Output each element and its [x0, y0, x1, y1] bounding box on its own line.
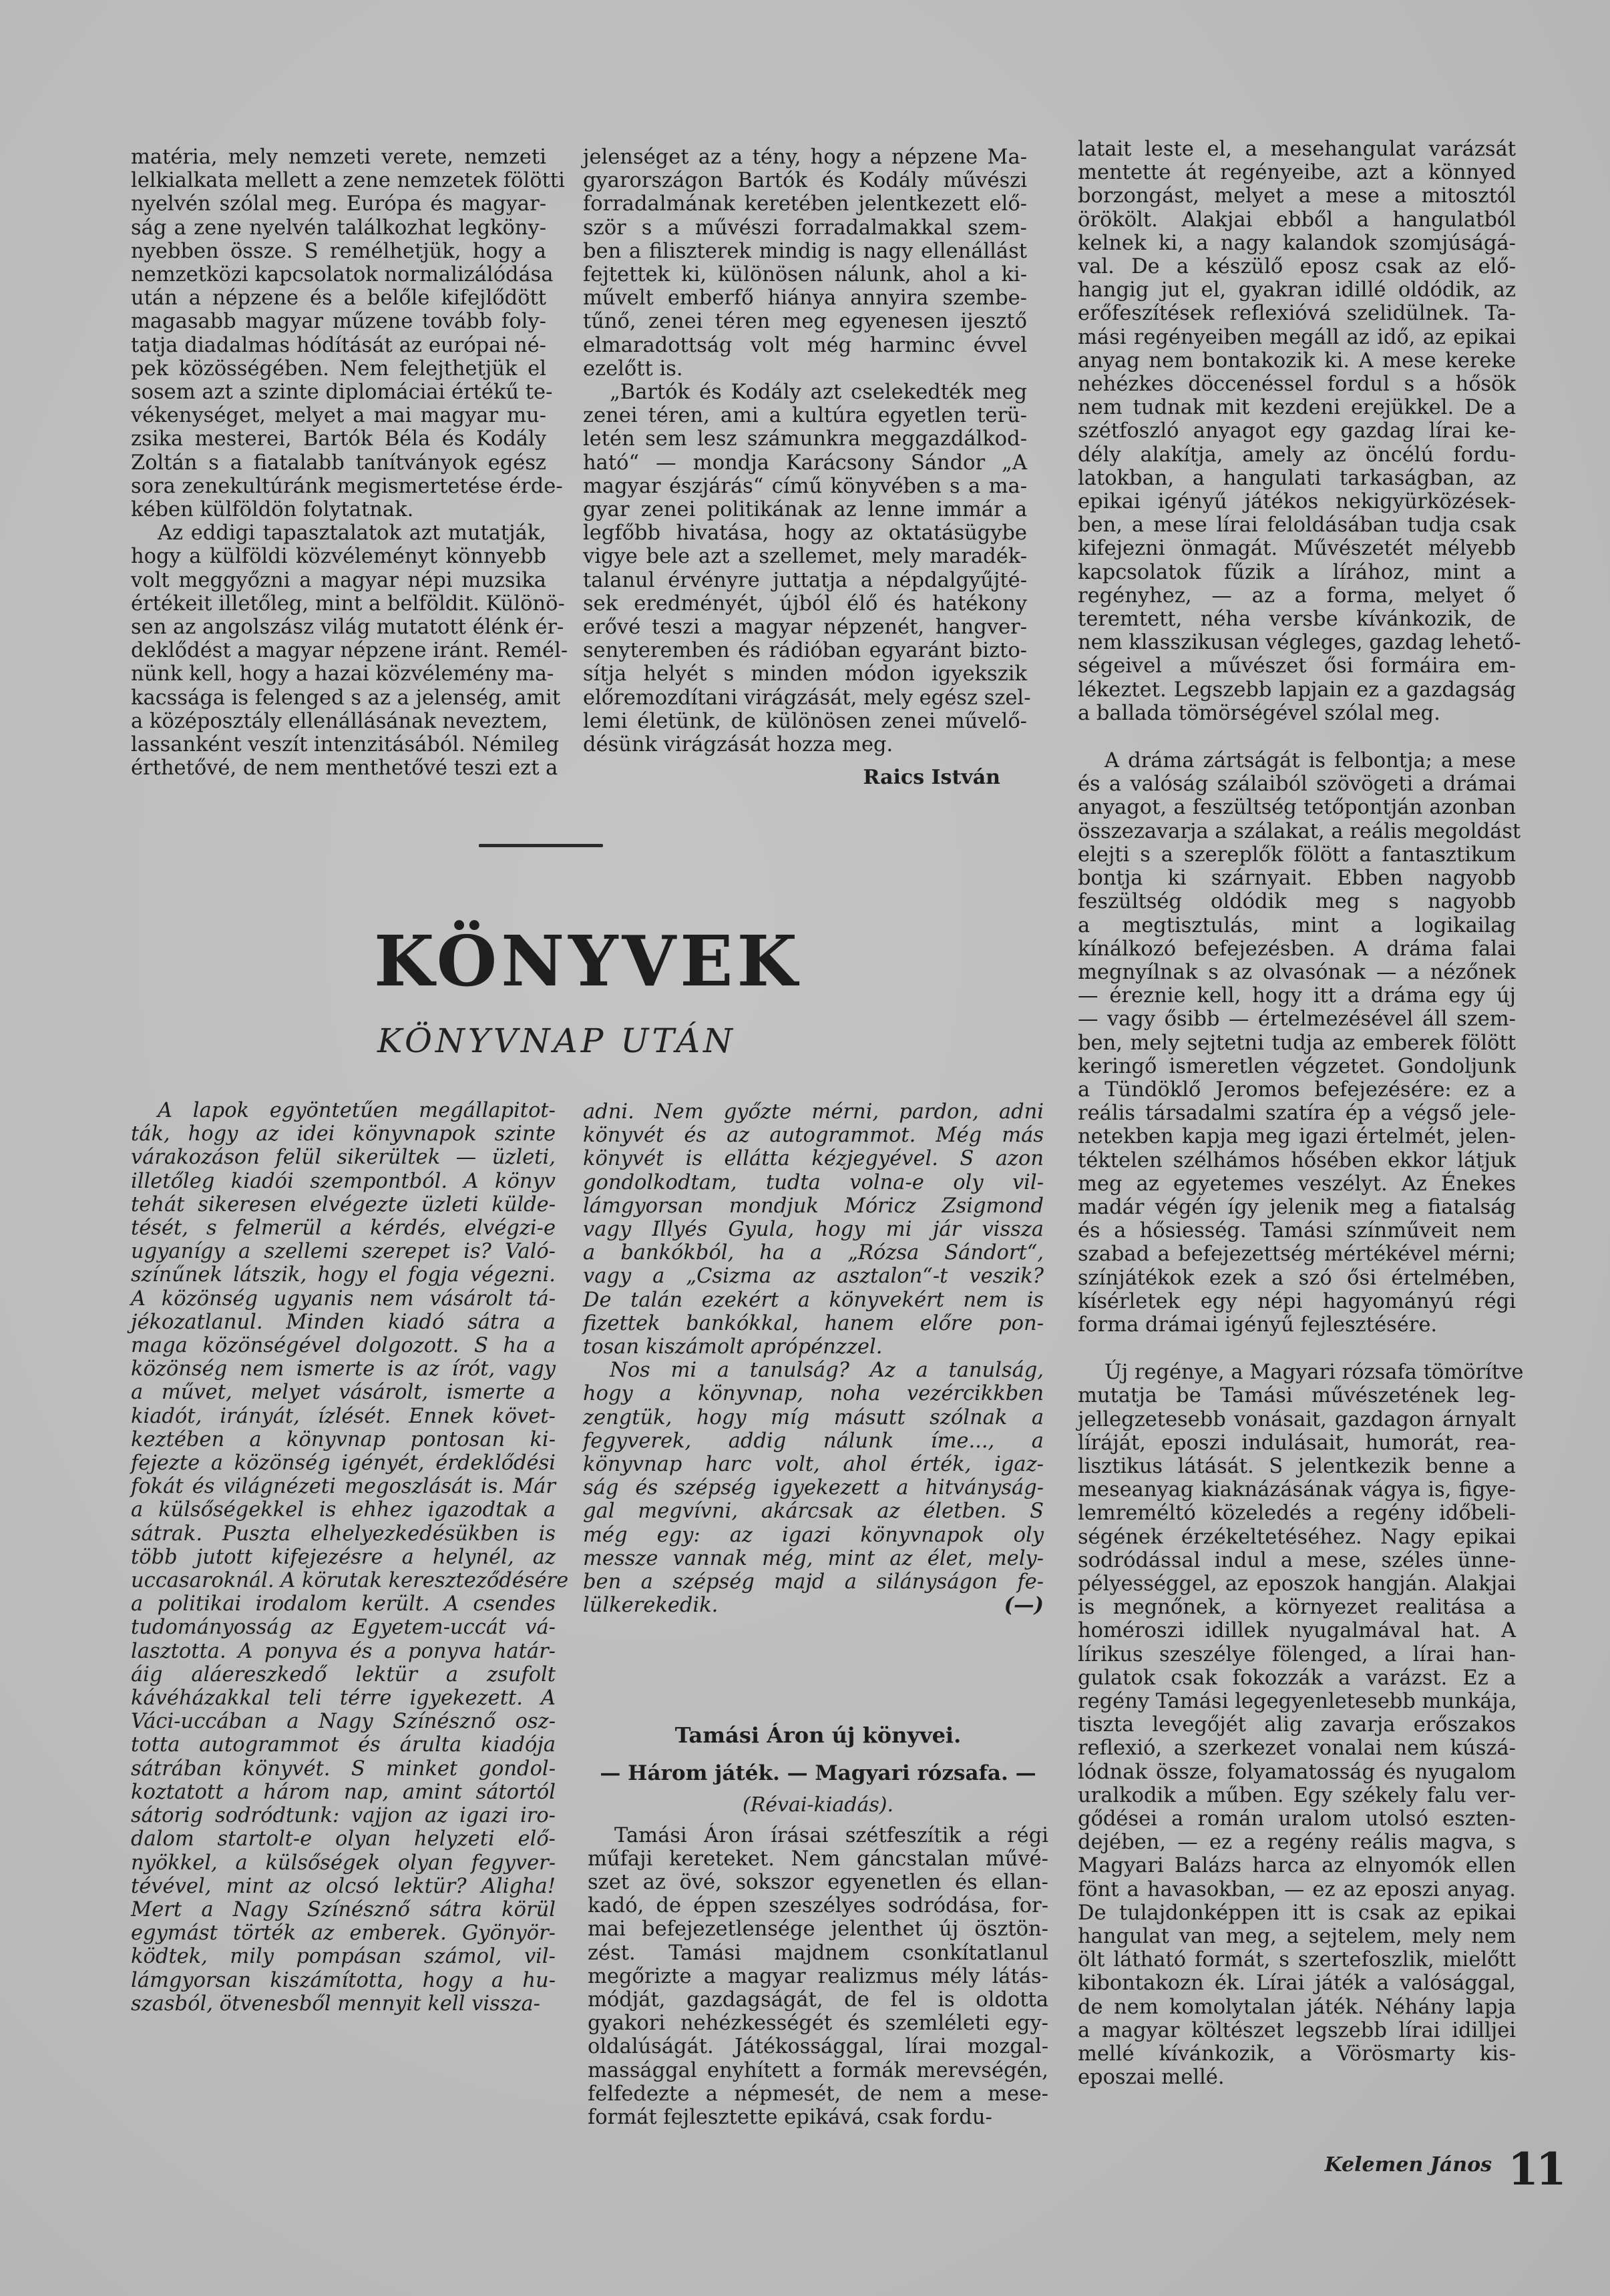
- text-line: könyvnap harc volt, ahol érték, igaz-: [583, 1453, 1044, 1477]
- text-line: összezavarja a szálakat, a reális megoldást: [1078, 819, 1521, 843]
- text-line: a külsőségekkel is ehhez igazodtak a: [131, 1498, 556, 1522]
- text-line: nem tudnak mit kezdeni erejükkel. De a: [1078, 396, 1516, 420]
- text-line: uralkodik a műben. Egy székely falu ver-: [1078, 1783, 1516, 1807]
- text-line: színjátékok ezek a szó ősi értelmében,: [1078, 1266, 1516, 1290]
- text-line: ségeivel a művészet ősi formáira em-: [1078, 654, 1516, 678]
- article-music-column-2: [583, 146, 1031, 790]
- text-line: Zoltán s a fiatalabb tanítványok egész: [131, 451, 546, 475]
- text-line: hangulat van meg, a sejtelem, mely nem: [1078, 1925, 1516, 1949]
- text-line: lülkerekedik. (—): [583, 1593, 1044, 1618]
- text-line: ták, hogy az idei könyvnapok szinte: [131, 1122, 556, 1146]
- text-line: a művet, melyet vásárolt, ismerte a: [131, 1381, 556, 1405]
- text-line: latait leste el, a mesehangulat varázsát: [1078, 138, 1516, 161]
- text-line: erőfeszítések reflexióvá szelidülnek. Ta-: [1078, 302, 1516, 326]
- text-line: jékozatlanul. Minden kiadó sátra a: [131, 1310, 556, 1334]
- review-publisher: (Révai-kiadás).: [743, 1793, 893, 1817]
- text-line: pek közösségében. Nem felejthetjük el: [131, 357, 546, 381]
- text-line: gyar zenei politikának az lenne immár a: [583, 498, 1027, 522]
- text-line: elejti s a szereplők fölött a fantasztikum: [1078, 843, 1516, 867]
- text-line: deklődést a magyar népzene iránt. Remél-: [131, 639, 568, 663]
- review-column-2: [588, 1724, 1048, 2129]
- text-line: egymást törték az emberek. Gyönyör-: [131, 1921, 556, 1945]
- text-line: művelt emberfő hiánya annyira szembe-: [583, 286, 1027, 310]
- review-column-3: [1078, 138, 1524, 2177]
- text-line: is megnőnek, a környezet realitása a: [1078, 1596, 1516, 1620]
- text-line: könyvét is ellátta kézjegyével. S azon: [583, 1147, 1044, 1171]
- text-line: a bankókból, ha a „Rózsa Sándort“,: [583, 1241, 1044, 1265]
- text-line: mai befejezetlensége jelenthet új ösztön-: [588, 1917, 1048, 1941]
- text-line: ködtek, mily pompásan számol, vil-: [131, 1945, 556, 1969]
- article-music-column-1: [131, 146, 568, 780]
- text-line: fejtettek ki, különösen nálunk, ahol a ki-: [583, 263, 1027, 287]
- text-line: és a valóság szálaiból szövögeti a drámai: [1078, 772, 1516, 796]
- text-line: módját, gazdagságát, de fel is oldotta: [588, 1988, 1048, 2012]
- text-line: De talán ezekért a könyvekért nem is: [583, 1288, 1044, 1312]
- text-line: hogy a külföldi közvéleményt könnyebb: [131, 545, 546, 569]
- text-line: lemreméltó közeledés a regény időbeli-: [1078, 1502, 1516, 1526]
- text-line: ugyanígy a szellemi szerepet is? Való-: [131, 1240, 556, 1264]
- text-line: kiadót, irányát, ízlését. Ennek követ-: [131, 1404, 556, 1428]
- text-line: gődései a román uralom utolsó eszten-: [1078, 1807, 1516, 1831]
- text-line: nyökkel, a külsőségek olyan fegyver-: [131, 1851, 556, 1875]
- text-line: lisztikus látását. S jelentkezik benne a: [1078, 1454, 1516, 1478]
- text-line: kadó, de éppen szeszélyes sodródása, for-: [588, 1894, 1048, 1918]
- text-line: keringő ismeretlen végzetet. Gondoljunk: [1078, 1054, 1516, 1078]
- paragraph: [583, 1359, 1044, 1617]
- text-line: senyteremben és rádióban egyaránt bizto-: [583, 639, 1027, 663]
- text-line: vagy a „Csizma az asztalon“-t veszik?: [583, 1265, 1044, 1289]
- text-line: homéroszi idillek nyugalmával hat. A: [1078, 1619, 1516, 1643]
- text-line: a Tündöklő Jeromos befejezésére: ez a: [1078, 1078, 1516, 1102]
- text-line: sosem azt a szinte diplomáciai értékű te-: [131, 381, 553, 405]
- text-line: tévével, mint az olcsó lektür? Aligha!: [131, 1874, 556, 1898]
- paragraph: [583, 381, 1031, 757]
- text-line: mellé kívánkozik, a Vörösmarty kis-: [1078, 2042, 1516, 2066]
- text-line: kacssága is felenged s az a jelenség, amit: [131, 686, 561, 710]
- text-line: ság a zene nyelvén találkozhat legköny-: [131, 216, 546, 240]
- text-line: sátrak. Puszta elhelyezkedésükben is: [131, 1522, 556, 1546]
- text-line: fokát és világnézeti megoszlását is. Már: [131, 1475, 556, 1499]
- text-line: massággal enyhített a formák merevségén,: [588, 2058, 1048, 2082]
- text-line: több jutott kifejezésre a helynél, az: [131, 1545, 556, 1569]
- text-line: „Bartók és Kodály azt cselekedték meg: [610, 381, 1027, 405]
- text-line: A közönség ugyanis nem vásárolt tá-: [131, 1287, 556, 1311]
- paragraph: [588, 1824, 1048, 2130]
- text-line: ölt látható formát, s szertefoszlik, mielőtt: [1078, 1948, 1516, 1972]
- text-line: forma drámai igényű fejlesztésére.: [1078, 1313, 1438, 1337]
- text-line: netekben kapja meg igazi értelmét, jelen-: [1078, 1125, 1516, 1149]
- text-line: kapcsolatok fűzik a lírához, mint a: [1078, 560, 1516, 584]
- text-line: fizettek bankókkal, hanem előre pon-: [583, 1311, 1044, 1335]
- text-line: regényhez, — az a forma, melyet ő: [1078, 584, 1516, 608]
- text-line: ször s a művészi forradalmakkal szem-: [583, 216, 1027, 240]
- text-line: kibontakozn ék. Lírai játék a valósággal,: [1078, 1972, 1516, 1996]
- section-heading: KÖNYVEK: [374, 920, 801, 1002]
- text-line: vagy Illyés Gyula, hogy mi jár vissza: [583, 1218, 1044, 1242]
- text-line: tiszta levegőjét alig zavarja erőszakos: [1078, 1713, 1516, 1737]
- text-line: lékeztet. Legszebb lapjain ez a gazdagság: [1078, 678, 1516, 702]
- paragraph: [131, 146, 565, 522]
- text-line: zsika mesterei, Bartók Béla és Kodály: [131, 427, 546, 451]
- text-line: dély alakítja, amely az öncélú fordu-: [1078, 443, 1516, 467]
- text-line: sodródással indul a mese, széles ünne-: [1078, 1548, 1516, 1572]
- text-line: nemzetközi kapcsolatok normalizálódása: [131, 263, 554, 287]
- text-line: eposzai mellé.: [1078, 2066, 1225, 2090]
- text-line: volt meggyőzni a magyar népi muzsika: [131, 568, 546, 592]
- text-line: felfedezte a népmesét, de nem a mese-: [588, 2082, 1048, 2106]
- text-line: uccasaroknál. A körutak kereszteződésére: [131, 1569, 569, 1593]
- text-line: szétfoszló anyagot egy gazdag lírai ke-: [1078, 419, 1516, 443]
- text-line: műfaji kereteket. Nem gáncstalan művé-: [588, 1847, 1048, 1871]
- text-line: De tulajdonképpen itt is csak az epikai: [1078, 1901, 1516, 1925]
- text-line: meg az egyetemes veszélyt. Az Énekes: [1078, 1172, 1516, 1196]
- text-line: sora zenekultúránk megismertetése érde-: [131, 474, 563, 498]
- text-line: talanul érvényre juttatja a népdalgyűjté-: [583, 568, 1027, 592]
- text-line: a magyar költészet legszebb lírai idilljei: [1078, 2018, 1516, 2042]
- text-line: vigye bele azt a szellemet, mely maradék-: [583, 545, 1027, 569]
- text-line: mási regényeiben megáll az idő, az epikai: [1078, 325, 1516, 349]
- text-line: lámgyorsan kiszámította, hogy a hu-: [131, 1968, 556, 1992]
- text-line: kelnek ki, a nagy kalandok szomjúságá-: [1078, 231, 1516, 255]
- text-line: Nos mi a tanulság? Az a tanulság,: [610, 1359, 1044, 1383]
- text-line: ság és szépség igyekezett a hitványság-: [583, 1476, 1044, 1500]
- text-line: Az eddigi tapasztalatok azt mutatják,: [158, 521, 546, 545]
- text-line: reflexió, a szerkezet vonalai nem kúszá-: [1078, 1737, 1516, 1761]
- text-line: sítja helyét s minden módon igyekszik: [583, 662, 1027, 686]
- text-line: a középosztály ellenállásának neveztem,: [131, 709, 548, 733]
- text-line: madár végén így jelenik meg a fiatalság: [1078, 1195, 1516, 1219]
- text-line: oldalúságát. Játékossággal, lírai mozgal-: [588, 2035, 1048, 2059]
- text-line: közönség nem ismerte is az írót, vagy: [131, 1357, 556, 1381]
- paragraph: [1078, 138, 1521, 725]
- text-line: dalom startolt-e olyan helyzeti elő-: [131, 1827, 556, 1851]
- text-line: könyvét és az autogrammot. Még más: [583, 1124, 1044, 1148]
- paragraph: [131, 1099, 569, 2016]
- text-line: mutatja be Tamási művészetének leg-: [1078, 1384, 1516, 1408]
- review-subtitle: — Három játék. — Magyari rózsafa. —: [600, 1761, 1036, 1786]
- text-line: borzongást, melyet a mese a mitosztól: [1078, 184, 1516, 208]
- text-line: pélyességgel, az eposzok hangján. Alakjai: [1078, 1572, 1516, 1596]
- text-line: — éreznie kell, hogy itt a dráma egy új: [1078, 984, 1516, 1008]
- text-line: mentette át regényeibe, azt a könnyed: [1078, 161, 1516, 185]
- text-line: maga közönségével dolgozott. S ha a: [131, 1334, 556, 1358]
- text-line: kifejezni önmagát. Művészetét mélyebb: [1078, 537, 1516, 561]
- text-line: de nem komolytalan játék. Néhány lapja: [1078, 1995, 1516, 2019]
- text-line: illetőleg kiadói szempontból. A könyv: [131, 1169, 556, 1193]
- text-line: letén sem lesz számunkra meggazdálkod-: [583, 427, 1027, 451]
- text-line: jellegzetesebb vonásait, gazdagon árnyalt: [1078, 1407, 1516, 1431]
- text-line: örökölt. Alakjai ebből a hangulatból: [1078, 208, 1516, 232]
- text-line: gulatok csak fokozzák a varázst. Ez a: [1078, 1666, 1516, 1690]
- text-line: feszültség oldódik meg s nagyobb: [1078, 890, 1516, 914]
- text-line: fönt a havasokban, — ez az eposzi anyag.: [1078, 1877, 1516, 1901]
- text-line: A dráma zártságát is felbontja; a mese: [1104, 749, 1516, 773]
- text-line: reális társadalmi szatíra ép a végső jele-: [1078, 1102, 1516, 1126]
- paragraph: [583, 146, 1027, 381]
- text-line: ható“ — mondja Karácsony Sándor „A: [583, 451, 1027, 475]
- text-line: jelenséget az a tény, hogy a népzene Ma-: [583, 146, 1027, 169]
- text-line: szet az övé, sokszor egyenetlen és ellan-: [588, 1871, 1048, 1895]
- text-line: várakozáson felül sikerültek — üzleti,: [131, 1146, 556, 1170]
- text-line: Mert a Nagy Színésznő sátra körül: [131, 1897, 556, 1921]
- text-line: még egy: az igazi könyvnapok oly: [583, 1523, 1044, 1547]
- text-line: líráját, eposzi indulásait, humorát, rea-: [1078, 1431, 1516, 1455]
- text-line: a megtisztulás, mint a logikailag: [1078, 913, 1516, 937]
- text-line: sen az angolszász világ mutatott élénk ér-: [131, 616, 564, 640]
- text-line: és a hősiesség. Tamási színműveit nem: [1078, 1219, 1516, 1243]
- text-line: sátrában könyvét. S minket gondol-: [131, 1757, 556, 1781]
- review-title: Tamási Áron új könyvei.: [674, 1723, 962, 1748]
- text-line: sátorig sodródtunk: vajjon az igazi iro-: [131, 1804, 556, 1828]
- text-line: gyarországon Bartók és Kodály művészi: [583, 169, 1027, 193]
- text-line: lámgyorsan mondjuk Móricz Zsigmond: [583, 1194, 1044, 1218]
- text-line: ben, a mese lírai feloldásában tudja csak: [1078, 513, 1516, 537]
- paragraph: [1078, 749, 1521, 1337]
- text-line: kínálkozó befejezésben. A dráma falai: [1078, 937, 1516, 961]
- text-line: a ballada tömörségével szólal meg.: [1078, 701, 1440, 725]
- paragraph: [131, 521, 568, 780]
- article-bookday-column-1: [131, 1099, 569, 2016]
- text-line: érthetővé, de nem menthetővé teszi ezt a: [131, 756, 558, 780]
- text-line: Váci-uccában a Nagy Színésznő osz-: [131, 1710, 556, 1734]
- text-line: koztatott a három nap, amint sátortól: [131, 1780, 556, 1804]
- text-line: ben a szépség majd a silányságon fe-: [583, 1570, 1044, 1594]
- text-line: szabad a befejezettség mértékével mérni;: [1078, 1242, 1516, 1267]
- author-signature: (—): [1004, 1593, 1044, 1618]
- text-line: lassanként veszít intenzitásából. Némileg: [131, 733, 560, 757]
- text-line: A lapok egyöntetűen megállapitot-: [158, 1099, 556, 1122]
- section-divider: [479, 844, 603, 847]
- text-line: után a népzene és a belőle kifejlődött: [131, 286, 546, 310]
- text-line: totta autogrammot és árulta kiadója: [131, 1733, 556, 1757]
- text-line: forradalmának keretében jelentkezett elő-: [583, 192, 1027, 216]
- text-line: nünk kell, hogy a hazai közvélemény ma-: [131, 662, 554, 686]
- text-line: anyag nem bontakozik ki. A mese kereke: [1078, 349, 1516, 373]
- text-line: kísérletek egy népi hagyományú régi: [1078, 1289, 1516, 1313]
- text-line: nem klasszikusan végleges, gazdag lehető-: [1078, 631, 1521, 655]
- text-line: messze vannak még, mint az élet, mely-: [583, 1546, 1044, 1570]
- section-subheading: KÖNYVNAP UTÁN: [377, 1021, 736, 1060]
- text-line: formát fejlesztette epikává, csak fordu-: [588, 2106, 992, 2130]
- text-line: fejezte a közönség igényét, érdeklődési: [131, 1451, 556, 1475]
- text-line: vékenységet, melyet a mai magyar mu-: [131, 404, 546, 428]
- text-line: zenei téren, ami a kultúra egyetlen terü-: [583, 404, 1027, 428]
- text-line: lelkialkata mellett a zene nemzetek fölötti: [131, 169, 565, 193]
- text-line: Tamási Áron írásai szétfeszítik a régi: [614, 1823, 1048, 1847]
- text-line: gyakori nehézkességét és szemléleti egy-: [588, 2012, 1048, 2036]
- text-line: teremtett, néha versbe kívánkozik, de: [1078, 608, 1516, 632]
- text-line: dejében, — ez a regény reális magva, s: [1078, 1831, 1516, 1855]
- author-signature: Raics István: [863, 766, 1000, 790]
- text-line: értékeit illetőleg, mint a belföldit. Különö-: [131, 592, 565, 616]
- text-line: fegyverek, addig nálunk íme..., a: [583, 1429, 1044, 1453]
- author-signature: Kelemen János: [1324, 2153, 1492, 2177]
- text-line: latokban, a hangulati tarkaságban, az: [1078, 466, 1516, 490]
- text-line: — vagy ősibb — értelmezésével áll szem-: [1078, 1007, 1516, 1031]
- text-line: bontja ki szárnyait. Ebben nagyobb: [1078, 867, 1516, 891]
- text-line: kében külföldön folytatnak.: [131, 498, 414, 522]
- text-line: lódnak össze, folyamatosság és nyugalom: [1078, 1760, 1516, 1784]
- text-line: kávéházakkal teli térre igyekezett. A: [131, 1686, 556, 1710]
- text-line: val. De a készülő eposz csak az elő-: [1078, 255, 1516, 279]
- text-line: előremozdítani virágzását, mely egész szel-: [583, 686, 1031, 710]
- text-line: magasabb magyar műzene tovább foly-: [131, 310, 546, 334]
- text-line: adni. Nem győzte mérni, pardon, adni: [583, 1100, 1044, 1124]
- text-line: magyar észjárás“ című könyvében s a ma-: [583, 474, 1027, 498]
- text-line: gondolkodtam, tudta volna-e oly vil-: [583, 1170, 1044, 1194]
- article-bookday-column-2: [583, 1100, 1044, 1617]
- text-line: regény Tamási legegyenletesebb munkája,: [1078, 1690, 1517, 1713]
- text-line: Magyari Balázs harca az elnyomók ellen: [1078, 1854, 1516, 1878]
- text-line: ségének érzékeltetéséhez. Nagy epikai: [1078, 1525, 1516, 1549]
- text-line: tudományosság az Egyetem-uccát vá-: [131, 1616, 556, 1640]
- text-line: nyelvén szólal meg. Európa és magyar-: [131, 192, 546, 216]
- text-line: áig aláereszkedő lektür a zsufolt: [131, 1662, 556, 1686]
- text-line: szasból, ötvenesből mennyit kell vissza-: [131, 1992, 540, 2016]
- page-number: 11: [1508, 2143, 1564, 2195]
- text-line: nyebben össze. S remélhetjük, hogy a: [131, 239, 546, 263]
- text-line: zengtük, hogy míg másutt szólnak a: [583, 1405, 1044, 1429]
- text-line: matéria, mely nemzeti verete, nemzeti: [131, 146, 546, 169]
- text-line: lemi életünk, de különösen zenei művelő-: [583, 709, 1027, 733]
- text-line: ben a filiszterek mindig is nagy ellenállást: [583, 239, 1027, 263]
- text-line: ben, mely sejtetni tudja az emberek fölött: [1078, 1031, 1516, 1055]
- text-line: Új regénye, a Magyari rózsafa tömörítve: [1104, 1361, 1524, 1385]
- text-line: nehézkes döccenéssel fordul s a hősök: [1078, 373, 1516, 397]
- text-line: ezelőtt is.: [583, 357, 683, 381]
- text-line: legfőbb hivatása, hogy az oktatásügybe: [583, 521, 1027, 545]
- text-line: sek eredményét, újból élő és hatékony: [583, 592, 1027, 616]
- text-line: erővé teszi a magyar népzenét, hangver-: [583, 616, 1027, 640]
- text-line: lírikus szeszélye fölenged, a lírai han-: [1078, 1642, 1516, 1666]
- text-line: a politikai irodalom került. A csendes: [131, 1592, 556, 1616]
- text-line: epikai igényű játékos nekigyürközések-: [1078, 490, 1516, 514]
- text-line: tését, s felmerül a kérdés, elvégzi-e: [131, 1216, 556, 1240]
- text-line: megőrizte a magyar realizmus mély látás-: [588, 1964, 1048, 1988]
- text-line: keztében a könyvnap pontosan ki-: [131, 1427, 556, 1451]
- text-line: hogy a könyvnap, noha vezércikkben: [583, 1382, 1044, 1406]
- text-line: téktelen szélhámos hősében ekkor látjuk: [1078, 1148, 1516, 1172]
- text-line: színűnek látszik, hogy el fogja végezni.: [131, 1263, 556, 1287]
- text-line: meseanyag kiaknázásának vágya is, figye-: [1078, 1478, 1516, 1502]
- text-line: lasztotta. A ponyva és a ponyva határ-: [131, 1639, 556, 1663]
- paragraph: [1078, 1361, 1524, 2090]
- text-line: tosan kiszámolt aprópénzzel.: [583, 1335, 883, 1359]
- text-line: tehát sikeresen elvégezte üzleti külde-: [131, 1192, 556, 1216]
- paragraph: [583, 1100, 1044, 1359]
- text-line: tatja diadalmas hódítását az európai né-: [131, 333, 546, 357]
- text-line: gal megvívni, akárcsak az életben. S: [583, 1500, 1044, 1524]
- text-line: désünk virágzását hozza meg.: [583, 733, 893, 757]
- text-line: megnyílnak s az olvasónak — a nézőnek: [1078, 960, 1516, 984]
- text-line: elmaradottság volt még harminc évvel: [583, 333, 1027, 357]
- text-line: zést. Tamási majdnem csonkítatlanul: [588, 1941, 1048, 1965]
- text-line: anyagot, a feszültség tetőpontján azonban: [1078, 796, 1516, 820]
- text-line: hangig jut el, gyakran idillé oldódik, az: [1078, 278, 1516, 302]
- text-line: tűnő, zenei téren meg egyenesen ijesztő: [583, 310, 1027, 334]
